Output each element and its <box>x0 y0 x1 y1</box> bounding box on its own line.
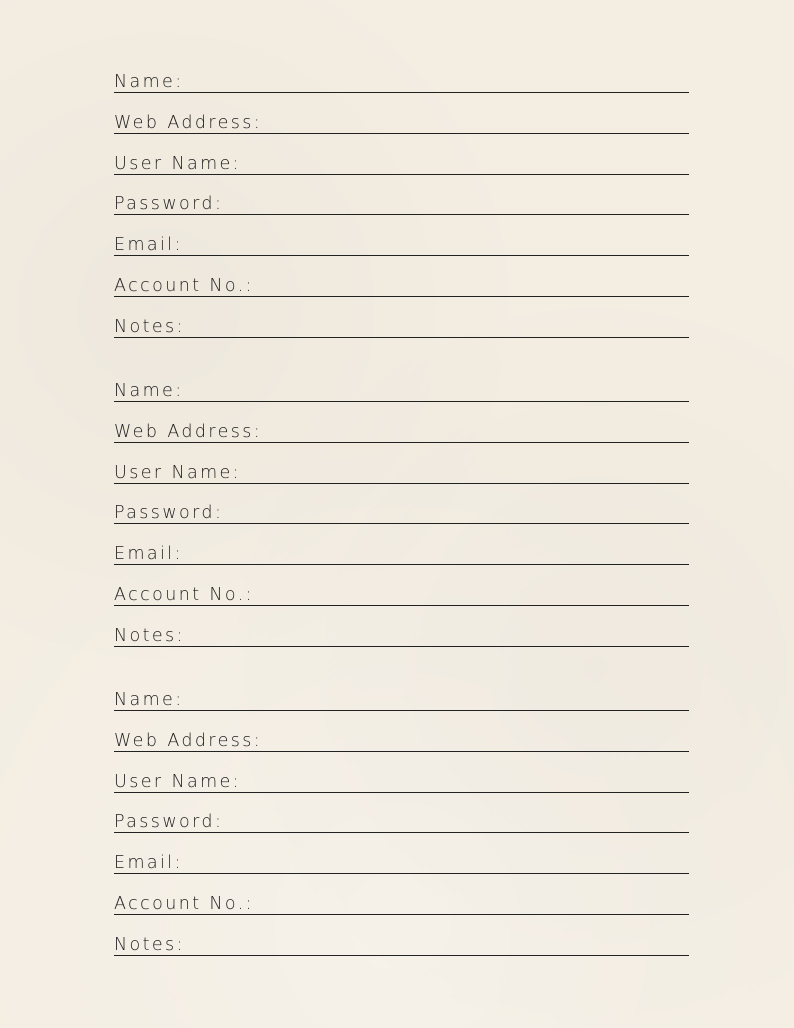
web-address-line <box>114 442 689 443</box>
user-name-line <box>114 483 689 484</box>
password-line <box>114 523 689 524</box>
web-address-field[interactable] <box>114 729 689 770</box>
user-name-field[interactable] <box>114 152 689 193</box>
account-no-label: Account No.: <box>114 893 254 914</box>
password-line <box>114 214 689 215</box>
name-line <box>114 92 689 93</box>
name-field[interactable] <box>114 70 689 111</box>
notes-field[interactable] <box>114 315 689 356</box>
email-line <box>114 564 689 565</box>
name-label: Name: <box>114 690 184 710</box>
web-address-line <box>114 133 689 134</box>
email-field[interactable] <box>114 233 689 274</box>
name-line <box>114 710 689 711</box>
entry-block-1 <box>114 70 689 356</box>
user-name-line <box>114 792 689 793</box>
email-label: Email: <box>114 853 183 874</box>
password-field[interactable] <box>114 501 689 542</box>
password-label: Password: <box>114 503 224 524</box>
web-address-line <box>114 751 689 752</box>
notes-field[interactable] <box>114 624 689 665</box>
password-label: Password: <box>114 812 224 833</box>
account-no-field[interactable] <box>114 892 689 933</box>
user-name-field[interactable] <box>114 461 689 502</box>
email-line <box>114 873 689 874</box>
name-field[interactable] <box>114 379 689 420</box>
account-no-label: Account No.: <box>114 584 254 605</box>
notes-field[interactable] <box>114 933 689 974</box>
notes-line <box>114 337 689 338</box>
account-no-field[interactable] <box>114 583 689 624</box>
account-no-line <box>114 605 689 606</box>
notes-label: Notes: <box>114 934 185 955</box>
name-line <box>114 401 689 402</box>
password-field[interactable] <box>114 810 689 851</box>
user-name-field[interactable] <box>114 770 689 811</box>
password-label: Password: <box>114 194 224 215</box>
notes-label: Notes: <box>114 316 185 337</box>
user-name-label: User Name: <box>114 153 241 174</box>
email-field[interactable] <box>114 542 689 583</box>
user-name-line <box>114 174 689 175</box>
email-label: Email: <box>114 544 183 565</box>
email-label: Email: <box>114 235 183 256</box>
name-label: Name: <box>114 72 184 92</box>
user-name-label: User Name: <box>114 462 241 483</box>
notes-line <box>114 955 689 956</box>
password-line <box>114 832 689 833</box>
user-name-label: User Name: <box>114 771 241 792</box>
email-line <box>114 255 689 256</box>
entry-block-2 <box>114 379 689 665</box>
name-field[interactable] <box>114 688 689 729</box>
account-no-field[interactable] <box>114 274 689 315</box>
account-no-label: Account No.: <box>114 275 254 296</box>
web-address-label: Web Address: <box>114 730 263 751</box>
notes-label: Notes: <box>114 625 185 646</box>
password-field[interactable] <box>114 192 689 233</box>
notes-line <box>114 646 689 647</box>
web-address-label: Web Address: <box>114 421 263 442</box>
web-address-field[interactable] <box>114 111 689 152</box>
account-no-line <box>114 914 689 915</box>
email-field[interactable] <box>114 851 689 892</box>
web-address-field[interactable] <box>114 420 689 461</box>
account-no-line <box>114 296 689 297</box>
web-address-label: Web Address: <box>114 112 263 133</box>
entry-block-3 <box>114 688 689 974</box>
name-label: Name: <box>114 381 184 401</box>
